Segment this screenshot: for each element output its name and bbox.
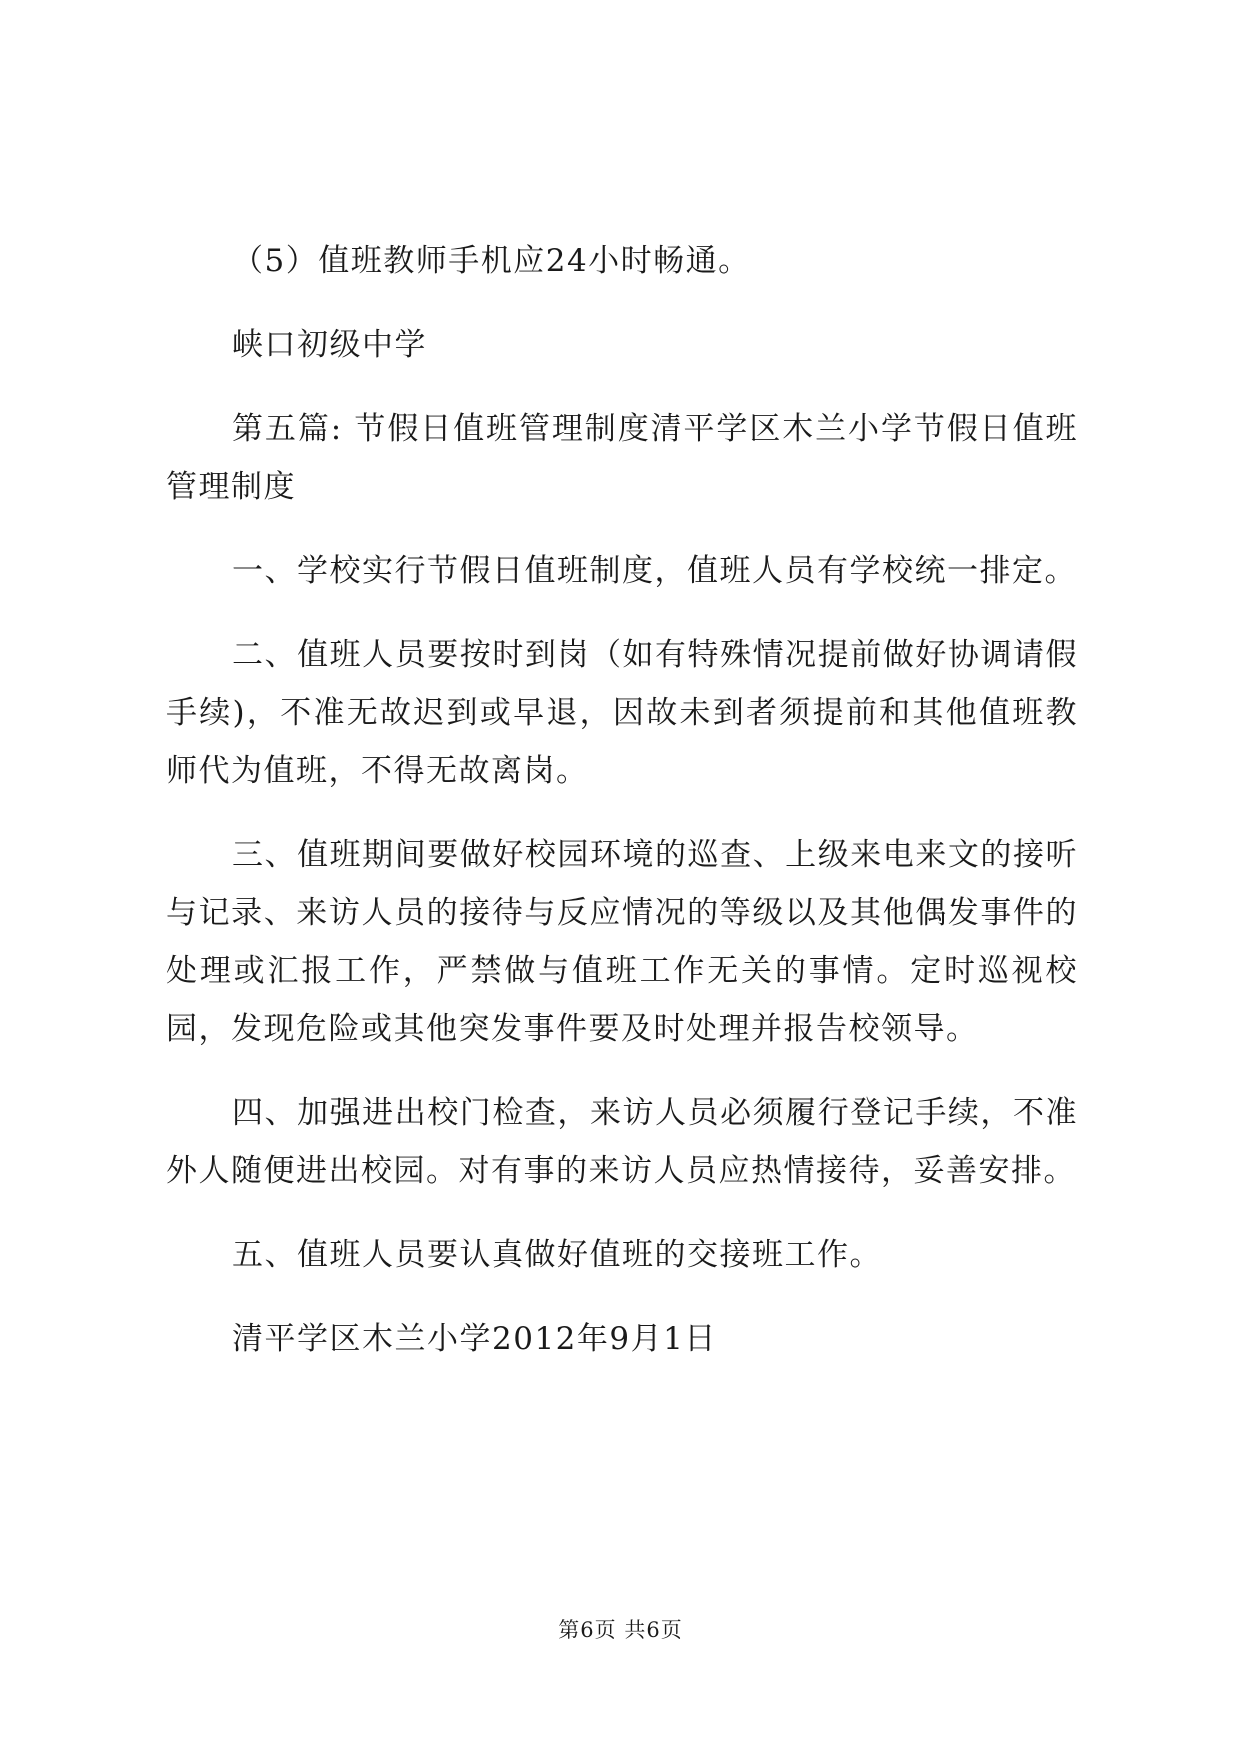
paragraph-item-5: （5）值班教师手机应24小时畅通。 <box>232 243 751 279</box>
section-title: 第五篇: 节假日值班管理制度清平学区木兰小学节假日值班管理制度 <box>166 411 1078 505</box>
rule-1: 一、学校实行节假日值班制度，值班人员有学校统一排定。 <box>232 553 1077 589</box>
rule-4: 四、加强进出校门检查，来访人员必须履行登记手续，不准外人随便进出校园。对有事的来访人员应热情接待，妥善安排。 <box>166 1095 1078 1189</box>
rule-2: 二、值班人员要按时到岗（如有特殊情况提前做好协调请假手续)，不准无故迟到或早退，因故未到者须提前和其他值班教师代为值班，不得无故离岗。 <box>166 637 1078 789</box>
document-body <box>166 232 1078 1394</box>
signature-date: 清平学区木兰小学2012年9月1日 <box>232 1321 717 1357</box>
rule-5: 五、值班人员要认真做好值班的交接班工作。 <box>232 1237 882 1273</box>
school-name: 峡口初级中学 <box>232 327 427 363</box>
rule-3: 三、值班期间要做好校园环境的巡查、上级来电来文的接听与记录、来访人员的接待与反应情况的等级以及其他偶发事件的处理或汇报工作，严禁做与值班工作无关的事情。定时巡视校园，发现危险或其他突发事件要及时处理并报告校领导。 <box>166 837 1078 1047</box>
page-number-footer: 第6页 共6页 <box>558 1618 683 1642</box>
